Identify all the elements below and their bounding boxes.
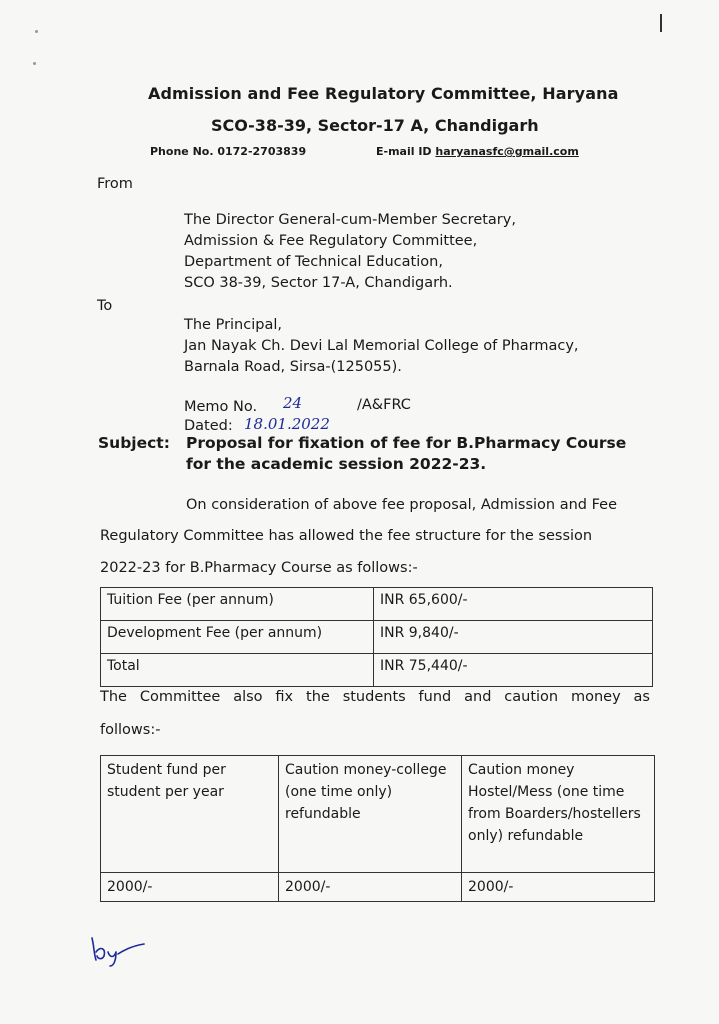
fee-value-cell: INR 65,600/- xyxy=(374,588,653,621)
fee-value-cell: INR 75,440/- xyxy=(374,654,653,687)
email-link[interactable]: haryanasfc@gmail.com xyxy=(435,145,579,158)
address-line: Department of Technical Education, xyxy=(184,254,443,270)
body-line: On consideration of above fee proposal, Admission and Fee xyxy=(186,497,617,513)
dated-label: Dated: xyxy=(184,418,233,434)
address-line: Admission & Fee Regulatory Committee, xyxy=(184,233,478,249)
subject-label: Subject: xyxy=(98,434,170,452)
from-address xyxy=(184,210,516,294)
body-line: 2022-23 for B.Pharmacy Course as follows:- xyxy=(100,560,418,576)
fund-table xyxy=(100,755,655,902)
fee-label-cell: Development Fee (per annum) xyxy=(101,621,374,654)
memo-label: Memo No. xyxy=(184,399,258,415)
memo-suffix: /A&FRC xyxy=(357,397,411,413)
table-row xyxy=(101,621,653,654)
fund-value-cell: 2000/- xyxy=(462,873,655,902)
fund-header-cell: Student fund per student per year xyxy=(101,756,279,873)
letterhead-title: Admission and Fee Regulatory Committee, Haryana xyxy=(148,84,619,103)
fund-header-cell: Caution money-college (one time only) refundable xyxy=(279,756,462,873)
from-label: From xyxy=(97,176,133,192)
table-row xyxy=(101,588,653,621)
address-line: Barnala Road, Sirsa-(125055). xyxy=(184,359,402,375)
fee-label-cell: Tuition Fee (per annum) xyxy=(101,588,374,621)
address-line: Jan Nayak Ch. Devi Lal Memorial College of Pharmacy, xyxy=(184,338,579,354)
fee-label-cell: Total xyxy=(101,654,374,687)
email-label: E-mail ID xyxy=(376,145,436,158)
table-row xyxy=(101,756,655,873)
scan-mark xyxy=(660,14,662,32)
memo-date: 18.01.2022 xyxy=(244,415,330,433)
fund-header-cell: Caution money Hostel/Mess (one time from Boarders/hostellers only) refundable xyxy=(462,756,655,873)
fund-value-cell: 2000/- xyxy=(279,873,462,902)
signature-icon xyxy=(88,932,148,968)
body-line-text: Regulatory Committee has allowed the fee structure for the session xyxy=(100,528,593,544)
fee-value-cell: INR 9,840/- xyxy=(374,621,653,654)
body-line: The Committee also fix the students fund and caution money as xyxy=(100,689,650,705)
fee-table xyxy=(100,587,653,687)
address-line: The Director General-cum-Member Secretary, xyxy=(184,212,516,228)
address-line: SCO 38-39, Sector 17-A, Chandigarh. xyxy=(184,275,453,291)
scan-dot xyxy=(33,62,36,65)
address-line: The Principal, xyxy=(184,317,282,333)
letterhead-address: SCO-38-39, Sector-17 A, Chandigarh xyxy=(211,116,539,135)
subject-text: Proposal for fixation of fee for B.Pharmacy Course for the academic session 2022-23. xyxy=(186,434,627,473)
to-address xyxy=(184,315,579,378)
scan-dot xyxy=(35,30,38,33)
fund-value-cell: 2000/- xyxy=(101,873,279,902)
memo-number: 24 xyxy=(283,394,303,412)
to-label: To xyxy=(97,298,113,314)
table-row xyxy=(101,873,655,902)
letterhead-email xyxy=(376,145,579,158)
letterhead-phone: Phone No. 0172-2703839 xyxy=(150,145,307,158)
body-line xyxy=(100,528,652,544)
table-row xyxy=(101,654,653,687)
body-line: follows:- xyxy=(100,722,161,738)
